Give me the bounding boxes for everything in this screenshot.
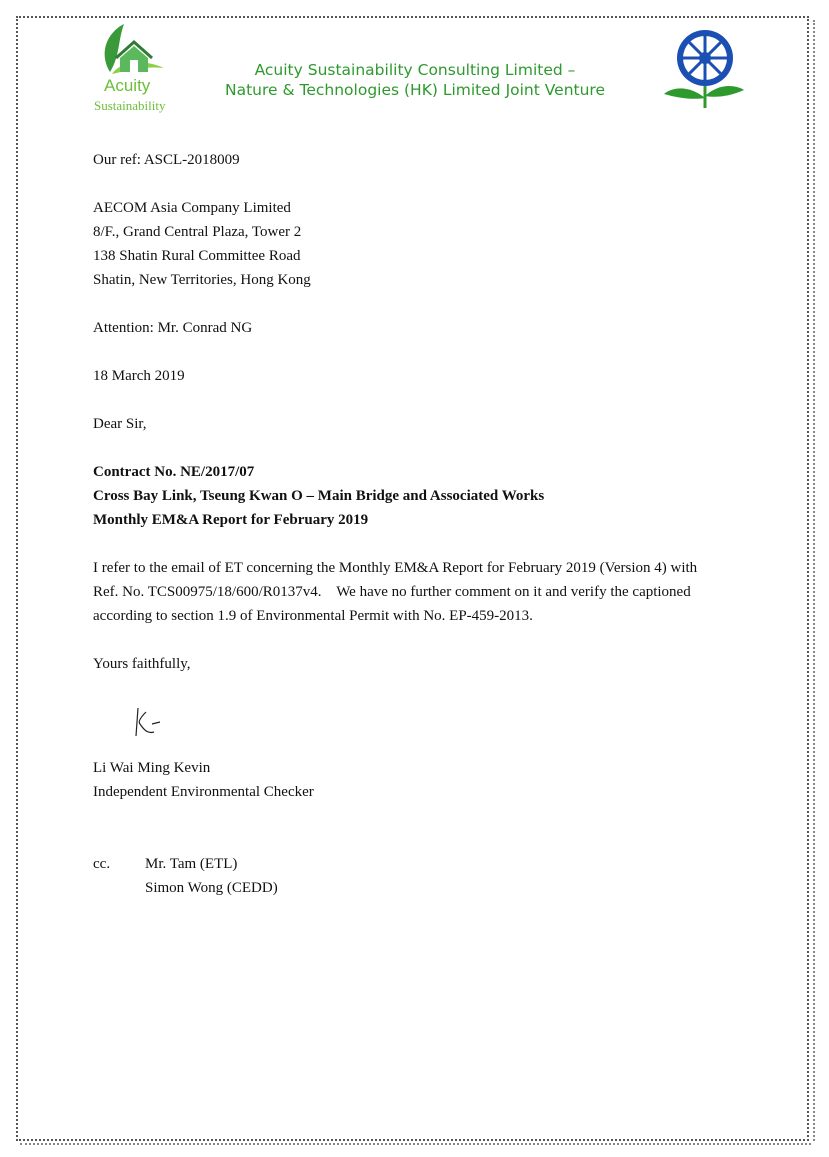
page-border-shadow-bottom	[20, 1139, 811, 1145]
handwritten-signature	[128, 702, 168, 742]
letterhead-title-line1: Acuity Sustainability Consulting Limited –	[254, 61, 576, 79]
body-line-3: according to section 1.9 of Environmental Permit with No. EP-459-2013.	[93, 608, 533, 624]
address-line-1: AECOM Asia Company Limited	[93, 200, 291, 216]
letterhead-title-line2: Nature & Technologies (HK) Limited Joint Venture	[225, 81, 605, 99]
logo-word-sustainability: Sustainability	[94, 98, 166, 113]
body-paragraph	[93, 556, 753, 628]
cc-list	[145, 852, 278, 900]
subject-line-2: Cross Bay Link, Tseung Kwan O – Main Bridge and Associated Works	[93, 488, 545, 504]
subject-line-3: Monthly EM&A Report for February 2019	[93, 512, 369, 528]
body-line-1: I refer to the email of ET concerning the Monthly EM&A Report for February 2019 (Version 4) with	[93, 560, 698, 576]
address-line-3: 138 Shatin Rural Committee Road	[93, 248, 301, 264]
salutation: Dear Sir,	[93, 416, 147, 432]
closing: Yours faithfully,	[93, 656, 191, 672]
signer-name: Li Wai Ming Kevin	[93, 760, 211, 776]
cc-recipient-2: Simon Wong (CEDD)	[145, 880, 278, 896]
blue-wheel-flower-icon	[660, 24, 750, 114]
signer-title: Independent Environmental Checker	[93, 784, 314, 800]
address-line-2: 8/F., Grand Central Plaza, Tower 2	[93, 224, 302, 240]
acuity-logo	[90, 22, 174, 114]
acuity-house-leaf-icon	[90, 22, 174, 82]
page-border-shadow-right	[809, 20, 815, 1141]
attention-line: Attention: Mr. Conrad NG	[93, 320, 253, 336]
body-line-2: Ref. No. TCS00975/18/600/R0137v4. We have no further comment on it and verify the captioned	[93, 584, 691, 600]
cc-recipient-1: Mr. Tam (ETL)	[145, 856, 238, 872]
letterhead-title	[205, 60, 625, 100]
letter-date: 18 March 2019	[93, 368, 185, 384]
cc-label: cc.	[93, 856, 111, 872]
nature-technologies-logo	[660, 24, 750, 114]
our-reference: Our ref: ASCL-2018009	[93, 152, 240, 168]
logo-word-acuity: Acuity	[104, 76, 151, 95]
subject-line-1: Contract No. NE/2017/07	[93, 464, 255, 480]
address-line-4: Shatin, New Territories, Hong Kong	[93, 272, 311, 288]
